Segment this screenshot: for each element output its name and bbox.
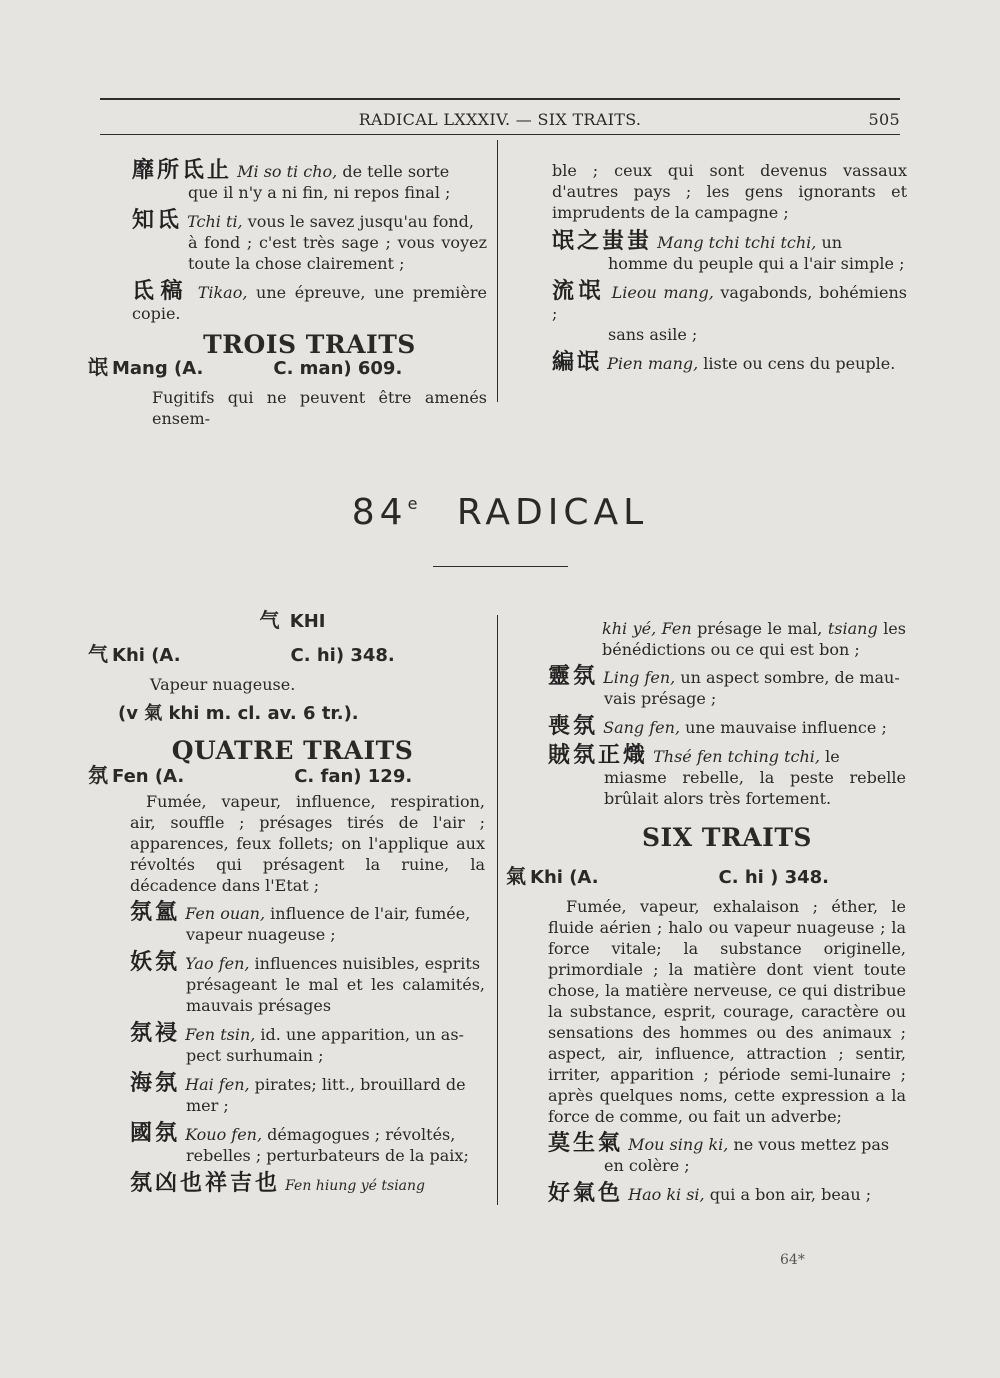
chinese-characters: 氛氳 xyxy=(130,900,181,925)
definition-text: le xyxy=(819,747,840,766)
top-right-column xyxy=(552,160,907,381)
headword-text: Khi (A. xyxy=(112,645,181,666)
definition-continuation: mer ; xyxy=(186,1096,229,1115)
headword xyxy=(506,866,906,888)
chinese-characters: 流氓 xyxy=(552,279,606,304)
headword-character: 氣 xyxy=(506,864,526,888)
top-column-divider xyxy=(497,140,498,402)
romanization: Sang fen, xyxy=(603,718,681,737)
definition-continuation: vais présage ; xyxy=(604,689,717,708)
headword xyxy=(88,357,487,379)
entry xyxy=(130,1073,485,1116)
entry xyxy=(130,1023,485,1066)
header-bottom-rule xyxy=(100,134,900,135)
romanization: Hai fen, xyxy=(185,1075,250,1094)
entry xyxy=(548,666,906,709)
definition-text: Fugitifs qui ne peuvent être amenés ensem- xyxy=(152,388,487,428)
definition-continuation: miasme rebelle, la peste rebelle brûlait alors très fortement. xyxy=(604,768,906,808)
headword-text-2: C. hi ) 348. xyxy=(718,867,830,888)
chinese-characters: 賊氛正熾 xyxy=(548,743,649,768)
romanization: Tchi ti, xyxy=(187,212,243,231)
chinese-characters: 靈氛 xyxy=(548,664,599,689)
chinese-characters: 氐稿 xyxy=(132,279,190,304)
definition-continuation: pect surhumain ; xyxy=(186,1046,324,1065)
chinese-characters: 國氛 xyxy=(130,1121,181,1146)
romanization: Tikao, xyxy=(197,283,248,302)
headword-character: 气 xyxy=(88,642,108,666)
chinese-characters: 靡所氐止 xyxy=(132,158,233,183)
radical-character: 气 xyxy=(259,608,280,632)
entry xyxy=(548,745,906,809)
entry xyxy=(552,231,907,274)
radical-word: RADICAL xyxy=(456,492,649,533)
top-left-column xyxy=(88,158,487,429)
romanization: Mou sing ki, xyxy=(628,1135,729,1154)
definition-text: de telle sorte xyxy=(337,162,450,181)
headword-text-2: C. man) 609. xyxy=(273,358,403,379)
running-header-title: RADICAL LXXXIV. — SIX TRAITS. xyxy=(358,110,642,129)
definition-text: Vapeur nuageuse. xyxy=(150,675,296,694)
header-top-rule xyxy=(100,98,900,100)
romanization: Hao ki si, xyxy=(628,1185,705,1204)
chinese-characters: 喪氛 xyxy=(548,714,599,739)
definition-text: qui a bon air, beau ; xyxy=(704,1185,872,1204)
romanization: Thsé fen tching tchi, xyxy=(653,747,820,766)
entry xyxy=(132,281,487,324)
definition-text: id. une apparition, un as- xyxy=(255,1025,464,1044)
romanization: Fen tsin, xyxy=(185,1025,256,1044)
chinese-characters: 編氓 xyxy=(552,350,603,375)
definition-text: influence de l'air, fumée, xyxy=(265,904,471,923)
definition-text: liste ou cens du peuple. xyxy=(698,354,896,373)
definition-continuation: sans asile ; xyxy=(608,325,698,344)
entry xyxy=(130,952,485,1016)
definition-text: une mauvaise influence ; xyxy=(680,718,887,737)
entry xyxy=(132,160,487,203)
definition-text: ne vous mettez pas xyxy=(728,1135,890,1154)
page-number: 505 xyxy=(868,110,900,129)
headword-character: 氓 xyxy=(88,355,108,379)
chinese-characters: 氛凶也祥吉也 xyxy=(130,1171,281,1196)
definition-text: un xyxy=(816,233,843,252)
chinese-characters: 氓之蚩蚩 xyxy=(552,229,653,254)
variant-note: (v 氣 khi m. cl. av. 6 tr.). xyxy=(118,703,359,724)
definition-text: Fumée, vapeur, influence, respiration, air, souffle ; présages tirés de l'air ; apparences, feux follets; on l'applique aux révoltés qui présagent la ruine, la décadence dans l'Etat ; xyxy=(130,792,485,895)
radical-name: KHI xyxy=(289,611,326,632)
section-heading: TROIS TRAITS xyxy=(203,330,416,359)
romanization: Fen ouan, xyxy=(185,904,266,923)
definition-continuation: vapeur nuageuse ; xyxy=(186,925,336,944)
section-heading: SIX TRAITS xyxy=(642,823,812,852)
entry xyxy=(548,1183,906,1205)
entry xyxy=(548,716,906,738)
romanization: Ling fen, xyxy=(603,668,676,687)
radical-title xyxy=(200,492,800,533)
definition-text: les bénédictions ou ce qui est bon ; xyxy=(602,619,906,659)
radical-head xyxy=(100,610,485,632)
definition-continuation: que il n'y a ni fin, ni repos final ; xyxy=(188,183,451,202)
definition-text: un aspect sombre, de mau- xyxy=(675,668,900,687)
definition-continuation: en colère ; xyxy=(604,1156,690,1175)
definition-text: ble ; ceux qui sont devenus vassaux d'autres pays ; les gens ignorants et imprudents de la campagne ; xyxy=(552,161,907,222)
romanization: Mi so ti cho, xyxy=(237,162,338,181)
headword-text-2: C. hi) 348. xyxy=(290,645,395,666)
bottom-left-column xyxy=(88,608,485,1204)
title-rule xyxy=(433,566,568,567)
headword-text: Khi (A. xyxy=(530,867,599,888)
romanization: Fen hiung yé tsiang xyxy=(285,1178,426,1194)
entry xyxy=(130,902,485,945)
entry xyxy=(552,352,907,374)
signature-mark: 64* xyxy=(780,1252,805,1268)
headword-text: Mang (A. xyxy=(112,358,204,379)
definition-text: Fumée, vapeur, exhalaison ; éther, le fluide aérien ; halo ou vapeur nuageuse ; la force vitale; la substance originelle, primordiale ; la matière dont vient toute chose, la matière nerveuse, ce qui distribue la substance, esprit, courage, caractère ou sensations des hommes ou des animaux ; aspect, air, influence, attraction ; sentir, irriter, apparition ; période semi-lunaire ; après quelques noms, cette expression a la force de comme, ou fait un adverbe; xyxy=(548,897,906,1126)
headword-text-2: C. fan) 129. xyxy=(294,766,413,787)
chinese-characters: 好氣色 xyxy=(548,1181,624,1206)
definition-text: démagogues ; révoltés, xyxy=(262,1125,456,1144)
definition-text: présage le mal, xyxy=(691,619,828,638)
chinese-characters: 氛祲 xyxy=(130,1021,181,1046)
definition-text: vagabonds, bohémiens ; xyxy=(552,283,907,323)
headword-character: 氛 xyxy=(88,763,108,787)
bottom-right-column xyxy=(506,618,906,1212)
definition-text: vous le savez jusqu'au fond, xyxy=(242,212,474,231)
definition-continuation: à fond ; c'est très sage ; vous voyez toute la chose clairement ; xyxy=(188,233,487,273)
romanization: Pien mang, xyxy=(607,354,699,373)
definition-text: influences nuisibles, esprits xyxy=(249,954,481,973)
entry xyxy=(552,281,907,345)
headword-text: Fen (A. xyxy=(112,766,185,787)
romanization: Lieou mang, xyxy=(611,283,714,302)
chinese-characters: 莫生氣 xyxy=(548,1131,624,1156)
chinese-characters: 知氐 xyxy=(132,208,183,233)
definition-continuation: homme du peuple qui a l'air simple ; xyxy=(608,254,905,273)
entry xyxy=(132,210,487,274)
romanization: Mang tchi tchi tchi, xyxy=(657,233,817,252)
section-heading: QUATRE TRAITS xyxy=(171,736,414,765)
chinese-characters: 海氛 xyxy=(130,1071,181,1096)
entry xyxy=(130,1173,485,1197)
definition-continuation: rebelles ; perturbateurs de la paix; xyxy=(186,1146,469,1165)
romanization: Yao fen, xyxy=(185,954,250,973)
definition-continuation: présageant le mal et les calamités, mauvais présages xyxy=(186,975,485,1015)
headword xyxy=(88,765,485,787)
radical-ordinal: e xyxy=(407,494,423,513)
romanization: khi yé, Fen xyxy=(602,619,692,638)
definition-text: pirates; litt., brouillard de xyxy=(249,1075,466,1094)
romanization: Kouo fen, xyxy=(185,1125,263,1144)
romanization: tsiang xyxy=(827,619,878,638)
entry xyxy=(130,1123,485,1166)
entry xyxy=(548,1133,906,1176)
headword xyxy=(88,644,485,666)
radical-number: 84 xyxy=(351,492,408,533)
bottom-column-divider xyxy=(497,615,498,1205)
definition-text: une épreuve, une première copie. xyxy=(132,283,487,323)
chinese-characters: 妖氛 xyxy=(130,950,181,975)
